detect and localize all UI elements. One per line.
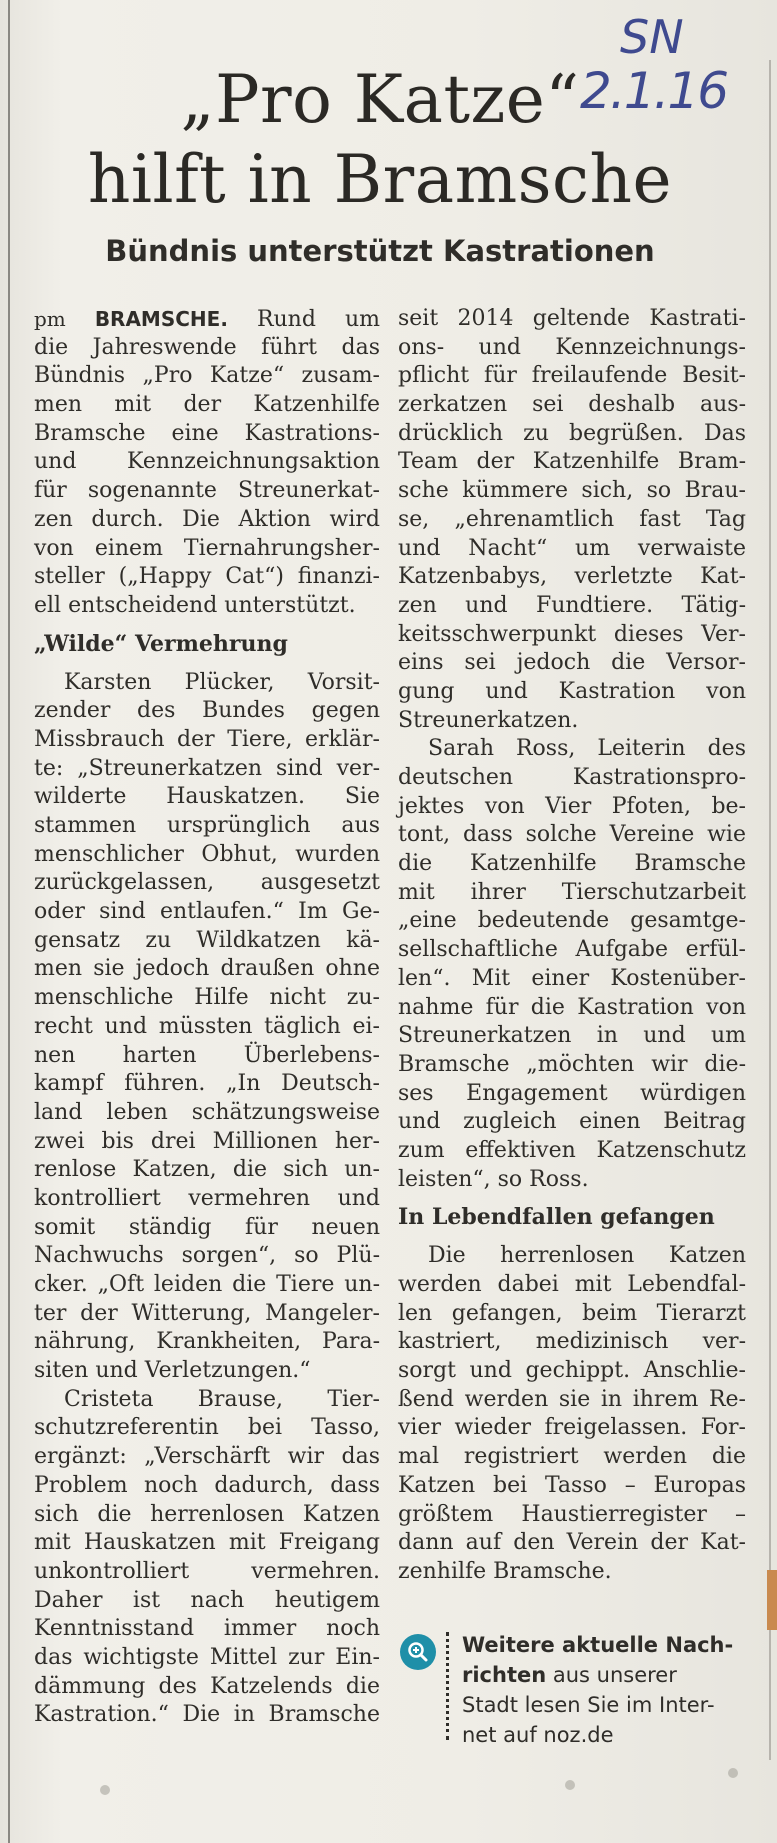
text-line: seit 2014 geltende Kastrati- [398,306,746,331]
scan-smudge [100,1785,110,1795]
text-line: Nachwuchs sorgen“, so Plü- [34,1243,380,1269]
text-line: die Katzenhilfe Bramsche [398,851,746,877]
text-line: Streunerkatzen. [398,707,579,733]
text-line: Bündnis „Pro Katze“ zusam- [34,363,380,389]
text-line: mit ihrer Tierschutzarbeit [398,879,746,905]
scan-smudge [728,1768,738,1778]
text-line: die Jahreswende führt das [34,334,380,360]
paragraph [34,334,380,621]
text-line: nährung, Krankheiten, Para- [34,1329,380,1355]
text-line: te: „Streunerkatzen sind ver- [34,755,380,781]
text-line: cker. „Oft leiden die Tiere un- [34,1272,380,1297]
text-line: dämmung des Katzelends die [34,1673,380,1699]
text-line: zen und Fundtiere. Tätig- [398,592,746,618]
text-line: menschliche Hilfe nicht zu- [34,985,380,1011]
text-line: das wichtigste Mittel zur Ein- [34,1644,380,1670]
text-line: Kastration.“ Die in Bramsche [34,1702,380,1728]
text-line: tont, dass solche Vereine wie [398,822,746,848]
paragraph [398,735,746,1194]
article-column-2 [398,305,746,1587]
text-line: werden dabei mit Lebendfal- [398,1272,746,1297]
text-line: zenhilfe Bramsche. [398,1558,612,1584]
text-line: wilderte Hauskatzen. Sie [34,784,380,810]
text-line: ergänzt: „Verschärft wir das [34,1444,380,1470]
text-line: nahme für die Kastration von [398,994,746,1020]
text-line: deutschen Kastrationspro- [398,765,746,790]
text-line: und Kennzeichnungsaktion [34,449,380,475]
scan-smudge [565,1780,575,1790]
text-line: gensatz zu Wildkatzen kä- [34,927,380,953]
text-line: Daher ist nach heutigem [34,1587,380,1613]
handwritten-source: SN [620,10,684,64]
text-line: zen durch. Die Aktion wird [34,506,380,532]
text-line: zwei bis drei Millionen her- [34,1128,380,1154]
paragraph [398,305,746,735]
text-line: kampf führen. „In Deutsch- [34,1071,380,1097]
text-line: unkontrolliert vermehren. [34,1558,380,1584]
text-line: zerkatzen sei deshalb aus- [398,392,746,418]
text-line: len gefangen, beim Tierarzt [398,1300,746,1326]
text-line: Missbrauch der Tiere, erklär- [34,726,380,752]
text-line: schutzreferentin bei Tasso, [34,1415,380,1441]
text-line: zender des Bundes gegen [34,698,380,724]
text-line: menschlicher Obhut, wurden [34,841,380,867]
text-line: mal registriert werden die [398,1444,746,1470]
text-line: renlose Katzen, die sich un- [34,1157,380,1183]
text-line: Team der Katzenhilfe Bram- [398,449,746,475]
text-line: ter der Witterung, Mangeler- [34,1300,380,1326]
author-initials: pm [34,307,66,331]
dotted-divider [446,1632,449,1740]
text-line: Sarah Ross, Leiterin des [428,736,746,762]
text-line: jektes von Vier Pfoten, be- [398,793,746,819]
text-line: land leben schätzungsweise [34,1099,380,1125]
text-line: len“. Mit einer Kostenüber- [398,965,746,991]
text-line: dann auf den Verein der Kat- [398,1530,746,1556]
text-line: für sogenannte Streunerkat- [34,478,380,504]
text-line: „eine bedeutende gesamtge- [398,908,746,934]
text-line: eins sei jedoch die Versor- [398,650,746,676]
text-line: leisten“, so Ross. [398,1166,589,1192]
text-line: somit ständig für neuen [34,1214,380,1240]
text-line: Streunerkatzen in und um [398,1023,746,1049]
handwritten-date: 2.1.16 [580,62,728,120]
headline-line-2: hilft in Bramsche [87,141,673,218]
text-line: sellschaftliche Aufgabe erfül- [398,937,746,963]
text-line: se, „ehrenamtlich fast Tag [398,506,746,532]
text-line: keitsschwerpunkt dieses Ver- [398,621,746,647]
text-line: Katzenbabys, verletzte Kat- [398,564,746,590]
text-line: Kenntnisstand immer noch [34,1616,380,1642]
headline-line-1: „Pro Katze“ [180,61,580,138]
text-line: ses Engagement würdigen [398,1080,746,1106]
text-line: Die herrenlosen Katzen [428,1243,746,1269]
text-line: Cristeta Brause, Tier- [64,1386,380,1412]
color-marker [767,1570,777,1630]
paragraph [398,1242,746,1586]
teaser-line-3: Stadt lesen Sie im Inter- [462,1693,715,1717]
first-line-text: Rund um [256,307,380,332]
subheadline: Bündnis unterstützt Kastrationen [105,234,655,268]
text-line: und Nacht“ um verwaiste [398,535,746,561]
text-line: drücklich zu begrüßen. Das [398,420,746,446]
text-line: vier wieder freigelassen. For- [398,1415,746,1441]
text-line: von einem Tiernahrungsher- [34,535,380,561]
search-plus-icon [400,1634,436,1670]
text-line: Bramsche eine Kastrations- [34,420,380,446]
text-line: größtem Haustierregister – [398,1501,746,1527]
text-line: nen harten Überlebens- [34,1042,380,1068]
teaser-bold-1: Weitere aktuelle Nach- [462,1633,734,1657]
teaser-bold-2: richten [462,1663,547,1687]
text-line: stammen ursprünglich aus [34,813,380,838]
text-line: mit Hauskatzen mit Freigang [34,1530,380,1556]
text-line: ons- und Kennzeichnungs- [398,334,746,360]
text-line: Katzen bei Tasso – Europas [398,1472,746,1498]
headline [60,60,700,220]
text-line: recht und müssten täglich ei- [34,1013,380,1039]
text-line: gung und Kastration von [398,678,746,704]
text-line: Problem noch dadurch, dass [34,1472,380,1498]
text-line: kastriert, medizinisch ver- [398,1329,746,1355]
text-line: Karsten Plücker, Vorsit- [64,669,380,695]
text-line: men mit der Katzenhilfe [34,392,380,418]
text-line: oder sind entlaufen.“ Im Ge- [34,899,380,925]
text-line: pflicht für freilaufende Besit- [398,363,746,389]
online-teaser[interactable] [400,1630,746,1750]
dateline: BRAMSCHE. [94,307,228,331]
text-line: sich die herrenlosen Katzen [34,1501,380,1527]
text-line: ell entscheidend unterstützt. [34,592,356,618]
text-line: sche kümmere sich, so Brau- [398,478,746,504]
paragraph [34,669,380,1386]
text-line: Bramsche „möchten wir die- [398,1051,746,1077]
first-line [34,305,380,334]
text-line: siten und Verletzungen.“ [34,1358,311,1384]
teaser-rest-2: aus unserer [546,1663,677,1687]
text-line: zum effektiven Katzenschutz [398,1137,746,1163]
text-line: sorgt und gechippt. Anschlie- [398,1358,746,1384]
text-line: und zugleich einen Beitrag [398,1109,746,1135]
text-line: zurückgelassen, ausgesetzt [34,870,380,896]
text-line: men sie jedoch draußen ohne [34,956,380,982]
paragraph [34,1386,380,1730]
text-line: ßend werden sie in ihrem Re- [398,1386,746,1412]
clipping-edge-right [769,60,771,1760]
article-column-1 [34,305,380,1730]
text-line: steller („Happy Cat“) finanzi- [34,564,380,590]
clipping-edge [8,0,10,1843]
teaser-text[interactable] [462,1630,746,1750]
text-line: kontrolliert vermehren und [34,1185,380,1211]
section-heading: „Wilde“ Vermehrung [34,630,288,657]
teaser-link[interactable]: net auf noz.de [462,1723,614,1747]
section-heading: In Lebendfallen gefangen [398,1204,715,1231]
